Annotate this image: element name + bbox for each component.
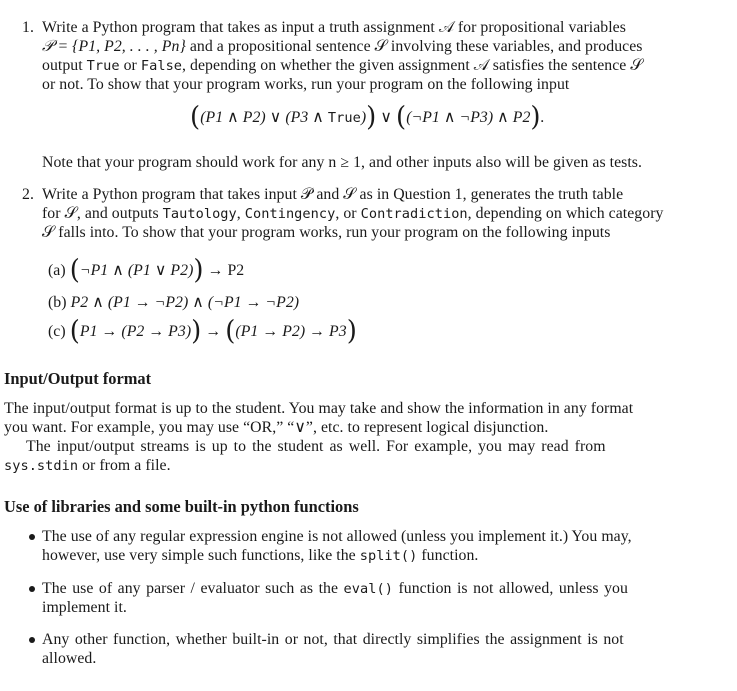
libs-b2-line1 xyxy=(42,579,628,599)
q1-line3-or: or xyxy=(123,57,137,74)
q1-line2-text: and a propositional sentence 𝒮 involving these variables, and produces xyxy=(189,38,643,55)
q2-item-c: (c) (P1 → (P2 → P3)) → ((P1 → P2) → P3) xyxy=(48,315,357,347)
q2-item-c-formula-b: (P1 → P2) → P3 xyxy=(235,323,347,340)
bullet-1 xyxy=(29,534,35,540)
q1-true-literal: True xyxy=(86,58,120,74)
io-p1-line2: you want. For example, you may use “OR,” “∨”, etc. to represent logical disjunction. xyxy=(4,419,549,436)
q2-item-c-formula-a: P1 → (P2 → P3) xyxy=(79,323,192,340)
bullet-2 xyxy=(29,586,35,592)
q2-line2: for 𝒮, and outputs Tautology, Contingency, or Contradiction, depending on which category xyxy=(42,205,664,222)
q1-number: 1. xyxy=(22,19,34,36)
q1-line2 xyxy=(42,37,642,56)
q2-item-a-formula: ¬P1 ∧ (P1 ∨ P2) xyxy=(79,262,194,279)
q2-line2-a: for 𝒮, and outputs xyxy=(42,205,159,222)
q1-line4: or not. To show that your program works, run your program on the following input xyxy=(42,76,570,93)
q2-item-c-label: (c) xyxy=(48,323,66,340)
q2-contradiction: Contradiction xyxy=(360,206,468,222)
libs-heading: Use of libraries and some built-in python functions xyxy=(4,497,359,516)
q2-line1: Write a Python program that takes input 𝒫 and 𝒮 as in Question 1, generates the truth table xyxy=(42,186,624,203)
libs-b2-line1b: function is not allowed, unless you xyxy=(398,580,628,597)
q2-line3: 𝒮 falls into. To show that your program works, run your program on the following inputs xyxy=(42,224,611,241)
q2-item-b-formula: P2 ∧ (P1 → ¬P2) ∧ (¬P1 → ¬P2) xyxy=(70,294,300,311)
q2-number: 2. xyxy=(22,186,34,203)
io-p2-line2 xyxy=(4,456,171,476)
q2-item-c-arrow: → xyxy=(205,323,222,340)
q1-formula: ((P1 ∧ P2) ∨ (P3 ∧ True)) ∨ ((¬P1 ∧ ¬P3) ∧ P2). xyxy=(190,101,545,133)
libs-b2-line2: implement it. xyxy=(42,599,127,616)
q1-formula-a: (P1 ∧ P2) ∨ (P3 ∧ xyxy=(200,109,324,126)
q1-line1: Write a Python program that takes as input a truth assignment 𝒜 for propositional variables xyxy=(42,19,626,36)
q2-contingency: Contingency xyxy=(244,206,336,222)
q2-item-b xyxy=(48,293,299,312)
q2-line2-or: , or xyxy=(335,205,357,222)
libs-split-code: split() xyxy=(359,548,418,564)
libs-b3-line2: allowed. xyxy=(42,650,97,667)
q1-note: Note that your program should work for any n ≥ 1, and other inputs also will be given as tests. xyxy=(42,154,642,171)
q1-line3-b: , depending on whether the given assignment 𝒜 satisfies the sentence 𝒮 xyxy=(182,57,643,74)
libs-b1-line2b: function. xyxy=(421,547,479,564)
io-p1-line1: The input/output format is up to the student. You may take and show the information in any format xyxy=(4,400,634,417)
q1-formula-c: (¬P1 ∧ ¬P3) ∧ P2 xyxy=(406,109,531,126)
libs-eval-code: eval() xyxy=(343,581,393,597)
q2-item-a-tail: → P2 xyxy=(207,262,245,279)
libs-b1-line1: The use of any regular expression engine is not allowed (unless you implement it.) You may, xyxy=(42,528,632,545)
q2-item-a: (a) (¬P1 ∧ (P1 ∨ P2)) → P2 xyxy=(48,254,245,286)
q2-tautology: Tautology xyxy=(162,206,237,222)
q2-line2-b: , depending on which category xyxy=(467,205,664,222)
io-heading: Input/Output format xyxy=(4,369,152,388)
io-p2-line2-text: or from a file. xyxy=(82,457,171,474)
libs-b1-line2a: however, use very simple such functions, like the xyxy=(42,547,356,564)
q2-item-b-label: (b) xyxy=(48,294,67,311)
io-stdin: sys.stdin xyxy=(4,458,79,474)
q2-item-a-label: (a) xyxy=(48,262,66,279)
libs-b1-line2 xyxy=(42,546,478,566)
libs-b3-line1: Any other function, whether built-in or not, that directly simplifies the assignment is not xyxy=(42,631,624,648)
io-p2-line1: The input/output streams is up to the student as well. For example, you may read from xyxy=(26,438,606,455)
q1-line3-a: output xyxy=(42,57,83,74)
q1-false-literal: False xyxy=(140,58,183,74)
libs-b2-line1a: The use of any parser / evaluator such as the xyxy=(42,580,339,597)
q1-formula-true: True xyxy=(327,110,361,126)
q1-line3 xyxy=(42,56,643,76)
q1-variables-set: 𝒫 = {P1, P2, . . . , Pn} xyxy=(42,38,186,55)
bullet-3 xyxy=(29,637,35,643)
